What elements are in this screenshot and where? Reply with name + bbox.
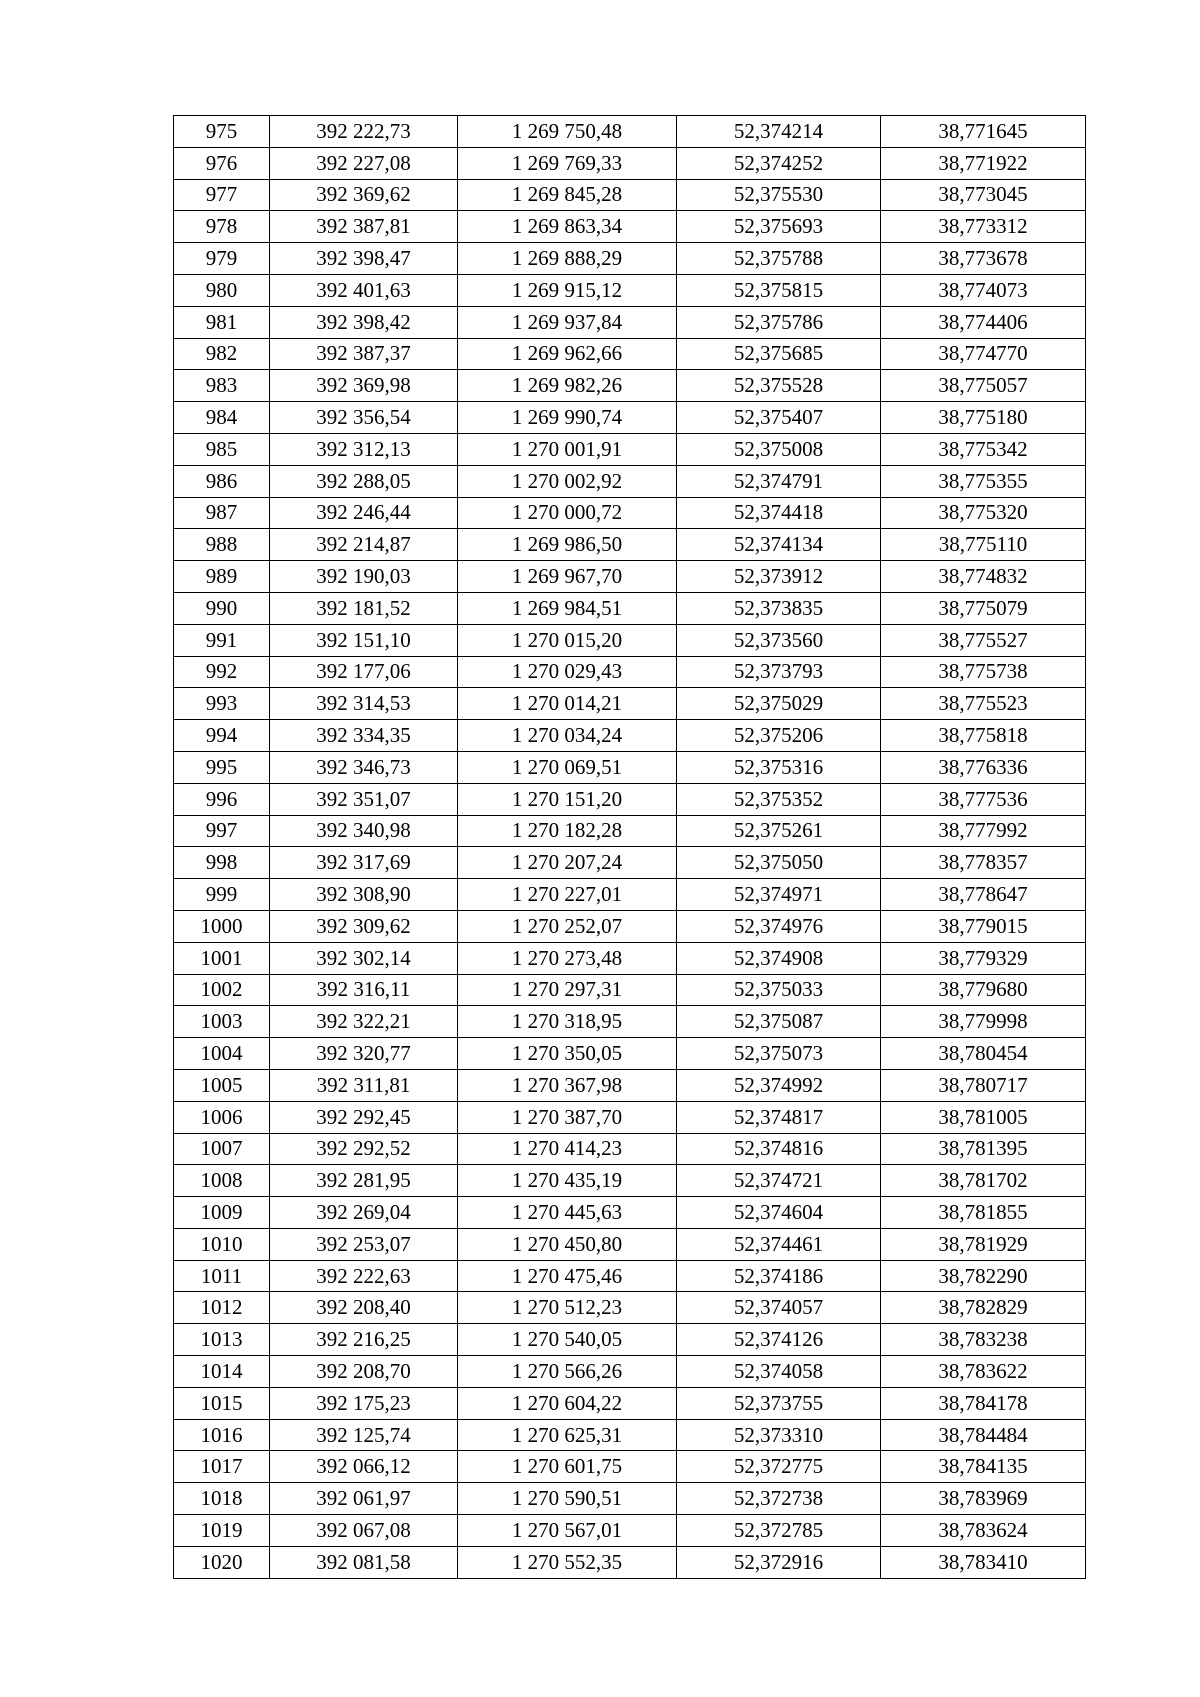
point-number-cell: 985 xyxy=(174,433,270,465)
longitude-cell: 38,783410 xyxy=(881,1546,1086,1578)
point-number-cell: 1010 xyxy=(174,1228,270,1260)
y-coordinate-cell: 1 269 937,84 xyxy=(458,306,677,338)
point-number-cell: 1004 xyxy=(174,1038,270,1070)
table-row xyxy=(174,1324,1086,1356)
table-row xyxy=(174,1228,1086,1260)
longitude-cell: 38,783969 xyxy=(881,1483,1086,1515)
latitude-cell: 52,375050 xyxy=(677,847,881,879)
y-coordinate-cell: 1 269 888,29 xyxy=(458,243,677,275)
longitude-cell: 38,777992 xyxy=(881,815,1086,847)
longitude-cell: 38,775057 xyxy=(881,370,1086,402)
point-number-cell: 1002 xyxy=(174,974,270,1006)
latitude-cell: 52,374992 xyxy=(677,1069,881,1101)
x-coordinate-cell: 392 253,07 xyxy=(270,1228,458,1260)
longitude-cell: 38,775110 xyxy=(881,529,1086,561)
y-coordinate-cell: 1 270 227,01 xyxy=(458,879,677,911)
table-row xyxy=(174,497,1086,529)
y-coordinate-cell: 1 269 962,66 xyxy=(458,338,677,370)
y-coordinate-cell: 1 269 750,48 xyxy=(458,116,677,148)
y-coordinate-cell: 1 270 252,07 xyxy=(458,910,677,942)
longitude-cell: 38,781929 xyxy=(881,1228,1086,1260)
point-number-cell: 998 xyxy=(174,847,270,879)
longitude-cell: 38,780717 xyxy=(881,1069,1086,1101)
point-number-cell: 1018 xyxy=(174,1483,270,1515)
x-coordinate-cell: 392 346,73 xyxy=(270,751,458,783)
point-number-cell: 1008 xyxy=(174,1165,270,1197)
point-number-cell: 978 xyxy=(174,211,270,243)
point-number-cell: 997 xyxy=(174,815,270,847)
table-row xyxy=(174,1133,1086,1165)
longitude-cell: 38,779998 xyxy=(881,1006,1086,1038)
point-number-cell: 1001 xyxy=(174,942,270,974)
point-number-cell: 987 xyxy=(174,497,270,529)
longitude-cell: 38,783622 xyxy=(881,1356,1086,1388)
x-coordinate-cell: 392 281,95 xyxy=(270,1165,458,1197)
y-coordinate-cell: 1 270 014,21 xyxy=(458,688,677,720)
y-coordinate-cell: 1 270 601,75 xyxy=(458,1451,677,1483)
point-number-cell: 993 xyxy=(174,688,270,720)
point-number-cell: 991 xyxy=(174,624,270,656)
latitude-cell: 52,375788 xyxy=(677,243,881,275)
y-coordinate-cell: 1 270 387,70 xyxy=(458,1101,677,1133)
y-coordinate-cell: 1 270 552,35 xyxy=(458,1546,677,1578)
table-row xyxy=(174,879,1086,911)
x-coordinate-cell: 392 369,62 xyxy=(270,179,458,211)
latitude-cell: 52,374817 xyxy=(677,1101,881,1133)
point-number-cell: 1006 xyxy=(174,1101,270,1133)
x-coordinate-cell: 392 061,97 xyxy=(270,1483,458,1515)
table-row xyxy=(174,211,1086,243)
point-number-cell: 979 xyxy=(174,243,270,275)
y-coordinate-cell: 1 269 982,26 xyxy=(458,370,677,402)
x-coordinate-cell: 392 398,47 xyxy=(270,243,458,275)
table-row xyxy=(174,1356,1086,1388)
x-coordinate-cell: 392 181,52 xyxy=(270,592,458,624)
y-coordinate-cell: 1 270 367,98 xyxy=(458,1069,677,1101)
x-coordinate-cell: 392 151,10 xyxy=(270,624,458,656)
latitude-cell: 52,374971 xyxy=(677,879,881,911)
y-coordinate-cell: 1 270 625,31 xyxy=(458,1419,677,1451)
point-number-cell: 980 xyxy=(174,274,270,306)
latitude-cell: 52,375693 xyxy=(677,211,881,243)
longitude-cell: 38,775342 xyxy=(881,433,1086,465)
x-coordinate-cell: 392 066,12 xyxy=(270,1451,458,1483)
longitude-cell: 38,774406 xyxy=(881,306,1086,338)
longitude-cell: 38,775079 xyxy=(881,592,1086,624)
y-coordinate-cell: 1 270 590,51 xyxy=(458,1483,677,1515)
latitude-cell: 52,375073 xyxy=(677,1038,881,1070)
table-row xyxy=(174,1165,1086,1197)
x-coordinate-cell: 392 320,77 xyxy=(270,1038,458,1070)
table-row xyxy=(174,147,1086,179)
longitude-cell: 38,774073 xyxy=(881,274,1086,306)
x-coordinate-cell: 392 177,06 xyxy=(270,656,458,688)
longitude-cell: 38,780454 xyxy=(881,1038,1086,1070)
longitude-cell: 38,783624 xyxy=(881,1515,1086,1547)
longitude-cell: 38,781855 xyxy=(881,1197,1086,1229)
table-row xyxy=(174,1006,1086,1038)
table-row xyxy=(174,815,1086,847)
point-number-cell: 975 xyxy=(174,116,270,148)
x-coordinate-cell: 392 288,05 xyxy=(270,465,458,497)
latitude-cell: 52,373912 xyxy=(677,561,881,593)
longitude-cell: 38,771922 xyxy=(881,147,1086,179)
point-number-cell: 1015 xyxy=(174,1387,270,1419)
latitude-cell: 52,375528 xyxy=(677,370,881,402)
latitude-cell: 52,374791 xyxy=(677,465,881,497)
latitude-cell: 52,372916 xyxy=(677,1546,881,1578)
table-row xyxy=(174,529,1086,561)
y-coordinate-cell: 1 270 015,20 xyxy=(458,624,677,656)
table-row xyxy=(174,656,1086,688)
point-number-cell: 977 xyxy=(174,179,270,211)
x-coordinate-cell: 392 302,14 xyxy=(270,942,458,974)
coordinates-table-body xyxy=(174,116,1086,1579)
table-row xyxy=(174,974,1086,1006)
longitude-cell: 38,774770 xyxy=(881,338,1086,370)
point-number-cell: 1013 xyxy=(174,1324,270,1356)
longitude-cell: 38,775738 xyxy=(881,656,1086,688)
y-coordinate-cell: 1 270 297,31 xyxy=(458,974,677,1006)
longitude-cell: 38,784135 xyxy=(881,1451,1086,1483)
y-coordinate-cell: 1 270 540,05 xyxy=(458,1324,677,1356)
longitude-cell: 38,782290 xyxy=(881,1260,1086,1292)
x-coordinate-cell: 392 208,40 xyxy=(270,1292,458,1324)
table-row xyxy=(174,910,1086,942)
latitude-cell: 52,373310 xyxy=(677,1419,881,1451)
x-coordinate-cell: 392 175,23 xyxy=(270,1387,458,1419)
x-coordinate-cell: 392 308,90 xyxy=(270,879,458,911)
y-coordinate-cell: 1 270 318,95 xyxy=(458,1006,677,1038)
longitude-cell: 38,773045 xyxy=(881,179,1086,211)
latitude-cell: 52,374461 xyxy=(677,1228,881,1260)
x-coordinate-cell: 392 081,58 xyxy=(270,1546,458,1578)
longitude-cell: 38,775527 xyxy=(881,624,1086,656)
x-coordinate-cell: 392 246,44 xyxy=(270,497,458,529)
x-coordinate-cell: 392 269,04 xyxy=(270,1197,458,1229)
latitude-cell: 52,374908 xyxy=(677,942,881,974)
longitude-cell: 38,773678 xyxy=(881,243,1086,275)
latitude-cell: 52,374816 xyxy=(677,1133,881,1165)
x-coordinate-cell: 392 340,98 xyxy=(270,815,458,847)
x-coordinate-cell: 392 190,03 xyxy=(270,561,458,593)
latitude-cell: 52,374721 xyxy=(677,1165,881,1197)
latitude-cell: 52,375261 xyxy=(677,815,881,847)
y-coordinate-cell: 1 269 986,50 xyxy=(458,529,677,561)
point-number-cell: 996 xyxy=(174,783,270,815)
longitude-cell: 38,778357 xyxy=(881,847,1086,879)
table-row xyxy=(174,720,1086,752)
latitude-cell: 52,375087 xyxy=(677,1006,881,1038)
point-number-cell: 1017 xyxy=(174,1451,270,1483)
x-coordinate-cell: 392 317,69 xyxy=(270,847,458,879)
table-row xyxy=(174,1260,1086,1292)
longitude-cell: 38,774832 xyxy=(881,561,1086,593)
longitude-cell: 38,777536 xyxy=(881,783,1086,815)
y-coordinate-cell: 1 270 445,63 xyxy=(458,1197,677,1229)
point-number-cell: 986 xyxy=(174,465,270,497)
latitude-cell: 52,374126 xyxy=(677,1324,881,1356)
x-coordinate-cell: 392 216,25 xyxy=(270,1324,458,1356)
latitude-cell: 52,375316 xyxy=(677,751,881,783)
latitude-cell: 52,375352 xyxy=(677,783,881,815)
longitude-cell: 38,782829 xyxy=(881,1292,1086,1324)
y-coordinate-cell: 1 270 034,24 xyxy=(458,720,677,752)
table-row xyxy=(174,624,1086,656)
x-coordinate-cell: 392 387,37 xyxy=(270,338,458,370)
x-coordinate-cell: 392 369,98 xyxy=(270,370,458,402)
x-coordinate-cell: 392 351,07 xyxy=(270,783,458,815)
latitude-cell: 52,374134 xyxy=(677,529,881,561)
point-number-cell: 1005 xyxy=(174,1069,270,1101)
latitude-cell: 52,374214 xyxy=(677,116,881,148)
y-coordinate-cell: 1 270 001,91 xyxy=(458,433,677,465)
y-coordinate-cell: 1 270 350,05 xyxy=(458,1038,677,1070)
latitude-cell: 52,374252 xyxy=(677,147,881,179)
longitude-cell: 38,771645 xyxy=(881,116,1086,148)
x-coordinate-cell: 392 398,42 xyxy=(270,306,458,338)
y-coordinate-cell: 1 270 414,23 xyxy=(458,1133,677,1165)
y-coordinate-cell: 1 270 512,23 xyxy=(458,1292,677,1324)
point-number-cell: 976 xyxy=(174,147,270,179)
y-coordinate-cell: 1 269 984,51 xyxy=(458,592,677,624)
table-row xyxy=(174,1515,1086,1547)
y-coordinate-cell: 1 270 182,28 xyxy=(458,815,677,847)
longitude-cell: 38,775818 xyxy=(881,720,1086,752)
table-row xyxy=(174,1197,1086,1229)
latitude-cell: 52,375530 xyxy=(677,179,881,211)
point-number-cell: 984 xyxy=(174,402,270,434)
table-row xyxy=(174,338,1086,370)
x-coordinate-cell: 392 125,74 xyxy=(270,1419,458,1451)
longitude-cell: 38,776336 xyxy=(881,751,1086,783)
y-coordinate-cell: 1 270 151,20 xyxy=(458,783,677,815)
point-number-cell: 1009 xyxy=(174,1197,270,1229)
longitude-cell: 38,781702 xyxy=(881,1165,1086,1197)
x-coordinate-cell: 392 208,70 xyxy=(270,1356,458,1388)
table-row xyxy=(174,370,1086,402)
latitude-cell: 52,375206 xyxy=(677,720,881,752)
y-coordinate-cell: 1 269 915,12 xyxy=(458,274,677,306)
x-coordinate-cell: 392 356,54 xyxy=(270,402,458,434)
latitude-cell: 52,375033 xyxy=(677,974,881,1006)
coordinates-table xyxy=(173,115,1086,1579)
longitude-cell: 38,779680 xyxy=(881,974,1086,1006)
longitude-cell: 38,778647 xyxy=(881,879,1086,911)
point-number-cell: 990 xyxy=(174,592,270,624)
latitude-cell: 52,375786 xyxy=(677,306,881,338)
point-number-cell: 989 xyxy=(174,561,270,593)
table-row xyxy=(174,783,1086,815)
latitude-cell: 52,374976 xyxy=(677,910,881,942)
x-coordinate-cell: 392 322,21 xyxy=(270,1006,458,1038)
x-coordinate-cell: 392 314,53 xyxy=(270,688,458,720)
table-row xyxy=(174,306,1086,338)
latitude-cell: 52,372775 xyxy=(677,1451,881,1483)
y-coordinate-cell: 1 270 567,01 xyxy=(458,1515,677,1547)
longitude-cell: 38,773312 xyxy=(881,211,1086,243)
table-row xyxy=(174,1546,1086,1578)
y-coordinate-cell: 1 270 450,80 xyxy=(458,1228,677,1260)
x-coordinate-cell: 392 067,08 xyxy=(270,1515,458,1547)
latitude-cell: 52,374058 xyxy=(677,1356,881,1388)
latitude-cell: 52,372785 xyxy=(677,1515,881,1547)
x-coordinate-cell: 392 311,81 xyxy=(270,1069,458,1101)
latitude-cell: 52,375008 xyxy=(677,433,881,465)
table-row xyxy=(174,688,1086,720)
x-coordinate-cell: 392 309,62 xyxy=(270,910,458,942)
table-row xyxy=(174,847,1086,879)
y-coordinate-cell: 1 270 566,26 xyxy=(458,1356,677,1388)
table-row xyxy=(174,1483,1086,1515)
longitude-cell: 38,779015 xyxy=(881,910,1086,942)
point-number-cell: 1014 xyxy=(174,1356,270,1388)
point-number-cell: 988 xyxy=(174,529,270,561)
x-coordinate-cell: 392 292,52 xyxy=(270,1133,458,1165)
point-number-cell: 995 xyxy=(174,751,270,783)
point-number-cell: 983 xyxy=(174,370,270,402)
y-coordinate-cell: 1 269 769,33 xyxy=(458,147,677,179)
table-row xyxy=(174,179,1086,211)
table-row xyxy=(174,592,1086,624)
x-coordinate-cell: 392 222,63 xyxy=(270,1260,458,1292)
longitude-cell: 38,775180 xyxy=(881,402,1086,434)
y-coordinate-cell: 1 269 845,28 xyxy=(458,179,677,211)
point-number-cell: 1020 xyxy=(174,1546,270,1578)
x-coordinate-cell: 392 222,73 xyxy=(270,116,458,148)
x-coordinate-cell: 392 316,11 xyxy=(270,974,458,1006)
latitude-cell: 52,373793 xyxy=(677,656,881,688)
table-row xyxy=(174,116,1086,148)
latitude-cell: 52,373835 xyxy=(677,592,881,624)
table-row xyxy=(174,1419,1086,1451)
table-row xyxy=(174,1451,1086,1483)
latitude-cell: 52,373755 xyxy=(677,1387,881,1419)
table-row xyxy=(174,751,1086,783)
y-coordinate-cell: 1 269 863,34 xyxy=(458,211,677,243)
y-coordinate-cell: 1 270 000,72 xyxy=(458,497,677,529)
point-number-cell: 981 xyxy=(174,306,270,338)
table-row xyxy=(174,1101,1086,1133)
y-coordinate-cell: 1 269 990,74 xyxy=(458,402,677,434)
longitude-cell: 38,779329 xyxy=(881,942,1086,974)
x-coordinate-cell: 392 227,08 xyxy=(270,147,458,179)
longitude-cell: 38,775320 xyxy=(881,497,1086,529)
x-coordinate-cell: 392 312,13 xyxy=(270,433,458,465)
latitude-cell: 52,374186 xyxy=(677,1260,881,1292)
y-coordinate-cell: 1 270 435,19 xyxy=(458,1165,677,1197)
y-coordinate-cell: 1 270 002,92 xyxy=(458,465,677,497)
x-coordinate-cell: 392 387,81 xyxy=(270,211,458,243)
x-coordinate-cell: 392 214,87 xyxy=(270,529,458,561)
latitude-cell: 52,375685 xyxy=(677,338,881,370)
latitude-cell: 52,374057 xyxy=(677,1292,881,1324)
table-row xyxy=(174,274,1086,306)
table-row xyxy=(174,402,1086,434)
y-coordinate-cell: 1 270 273,48 xyxy=(458,942,677,974)
longitude-cell: 38,784178 xyxy=(881,1387,1086,1419)
y-coordinate-cell: 1 270 604,22 xyxy=(458,1387,677,1419)
point-number-cell: 1011 xyxy=(174,1260,270,1292)
x-coordinate-cell: 392 334,35 xyxy=(270,720,458,752)
longitude-cell: 38,783238 xyxy=(881,1324,1086,1356)
table-row xyxy=(174,1038,1086,1070)
latitude-cell: 52,373560 xyxy=(677,624,881,656)
y-coordinate-cell: 1 270 069,51 xyxy=(458,751,677,783)
point-number-cell: 1019 xyxy=(174,1515,270,1547)
latitude-cell: 52,374604 xyxy=(677,1197,881,1229)
latitude-cell: 52,372738 xyxy=(677,1483,881,1515)
table-row xyxy=(174,1069,1086,1101)
point-number-cell: 1003 xyxy=(174,1006,270,1038)
point-number-cell: 1000 xyxy=(174,910,270,942)
table-row xyxy=(174,1387,1086,1419)
table-row xyxy=(174,433,1086,465)
point-number-cell: 1012 xyxy=(174,1292,270,1324)
y-coordinate-cell: 1 269 967,70 xyxy=(458,561,677,593)
longitude-cell: 38,784484 xyxy=(881,1419,1086,1451)
point-number-cell: 999 xyxy=(174,879,270,911)
table-row xyxy=(174,465,1086,497)
latitude-cell: 52,375815 xyxy=(677,274,881,306)
longitude-cell: 38,775523 xyxy=(881,688,1086,720)
point-number-cell: 994 xyxy=(174,720,270,752)
table-row xyxy=(174,942,1086,974)
y-coordinate-cell: 1 270 207,24 xyxy=(458,847,677,879)
table-row xyxy=(174,243,1086,275)
x-coordinate-cell: 392 401,63 xyxy=(270,274,458,306)
y-coordinate-cell: 1 270 029,43 xyxy=(458,656,677,688)
x-coordinate-cell: 392 292,45 xyxy=(270,1101,458,1133)
point-number-cell: 1007 xyxy=(174,1133,270,1165)
latitude-cell: 52,375029 xyxy=(677,688,881,720)
longitude-cell: 38,781395 xyxy=(881,1133,1086,1165)
latitude-cell: 52,374418 xyxy=(677,497,881,529)
point-number-cell: 1016 xyxy=(174,1419,270,1451)
table-row xyxy=(174,561,1086,593)
table-row xyxy=(174,1292,1086,1324)
longitude-cell: 38,775355 xyxy=(881,465,1086,497)
latitude-cell: 52,375407 xyxy=(677,402,881,434)
point-number-cell: 982 xyxy=(174,338,270,370)
longitude-cell: 38,781005 xyxy=(881,1101,1086,1133)
point-number-cell: 992 xyxy=(174,656,270,688)
y-coordinate-cell: 1 270 475,46 xyxy=(458,1260,677,1292)
